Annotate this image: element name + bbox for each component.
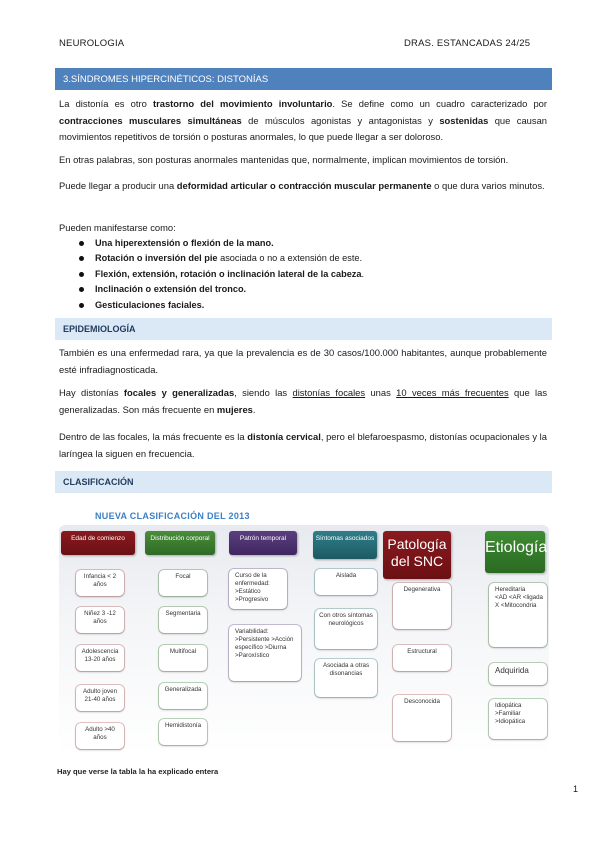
epidemiologia-paragraph-2: Hay distonías focales y generalizadas, siendo las distonías focales unas 10 veces más frecuentes que las generalizadas. Son más frecuente en mujeres. <box>59 387 548 415</box>
figure-panel <box>59 525 549 755</box>
distribucion-item: Hemidistonía <box>159 719 207 745</box>
header-subject: NEUROLOGIA <box>59 38 125 49</box>
patron-variabilidad: Variabilidad: >Persistente >Acción específico >Diurna >Paroxístico <box>229 625 301 681</box>
list-item: Gesticulaciones faciales. <box>82 298 364 313</box>
intro-paragraph-4: Pueden manifestarse como: <box>59 222 176 233</box>
figure-title: NUEVA CLASIFICACIÓN DEL 2013 <box>95 511 250 521</box>
etiologia-idiopatica <box>489 699 547 739</box>
patologia-item: Estructural <box>393 645 451 671</box>
edad-item: Adolescencia 13-20 años <box>76 645 124 671</box>
header-author: DRAS. ESTANCADAS 24/25 <box>404 38 531 49</box>
epidemiologia-heading: EPIDEMIOLOGÍA <box>55 318 552 340</box>
intro-paragraph-3: Puede llegar a producir una deformidad articular o contracción muscular permanente o que dura varios minutos. <box>59 180 545 191</box>
distribucion-item: Segmentaria <box>159 607 207 633</box>
intro-paragraph-1: La distonía es otro trastorno del movimiento involuntario. Se define como un cuadro caracterizado por contracciones musculares simultáneas de músculos agonistas y antagonistas y sostenidas que causan movimientos repetitivos de torsión o posturas anormales, lo que puede llegar a ser doloroso. <box>59 98 547 142</box>
section-title: 3.SÍNDROMES HIPERCINÉTICOS: DISTONÍAS <box>55 68 552 90</box>
header-distribucion: Distribución corporal <box>145 531 215 555</box>
distribucion-item: Focal <box>159 570 207 596</box>
sintomas-item: Asociada a otras disonancias <box>315 659 377 697</box>
etiologia-adquirida: Adquirida <box>489 663 547 685</box>
distribucion-item: Multifocal <box>159 645 207 671</box>
header-patologia: Patología del SNC <box>383 531 451 579</box>
edad-item: Niñez 3 -12 años <box>76 607 124 633</box>
patologia-item: Desconocida <box>393 695 451 741</box>
patologia-item: Degenerativa <box>393 583 451 629</box>
header-edad: Edad de comienzo <box>61 531 135 555</box>
sintomas-item: Con otros síntomas neurológicos <box>315 609 377 649</box>
sintomas-item: Aislada <box>315 569 377 595</box>
etiologia-hereditaria-label: Hereditaria <box>495 586 526 593</box>
patron-curso: Curso de la enfermedad: >Estático >Progresivo <box>229 569 287 609</box>
figure-caption: Hay que verse la tabla la ha explicado entera <box>57 767 219 776</box>
manifestation-list <box>82 236 364 313</box>
edad-item: Adulto >40 años <box>76 723 124 749</box>
edad-item: Infancia < 2 años <box>76 570 124 596</box>
etiologia-idiopatica-label: Idiopática <box>495 702 522 709</box>
etiologia-hereditaria <box>489 583 547 647</box>
classification-figure <box>59 505 549 760</box>
etiologia-idiopatica-list: >Familiar >Idiopática <box>495 710 526 725</box>
header-patron: Patrón temporal <box>229 531 297 555</box>
page-number: 1 <box>573 784 579 794</box>
header-sintomas: Síntomas asociados <box>313 531 377 559</box>
epidemiologia-paragraph-3: Dentro de las focales, la más frecuente es la distonía cervical, pero el blefaroespasmo, distonías ocupacionales y la laríngea la siguen en frecuencia. <box>59 431 547 459</box>
distribucion-item: Generalizada <box>159 683 207 709</box>
etiologia-hereditaria-list: <AD <AR <ligada X <Mitocondria <box>495 594 543 609</box>
list-item: Rotación o inversión del pie asociada o no a extensión de este. <box>82 251 364 266</box>
epidemiologia-paragraph-1: También es una enfermedad rara, ya que la prevalencia es de 30 casos/100.000 habitantes, aunque probablemente esté infradiagnosticada. <box>59 347 547 375</box>
list-item: Inclinación o extensión del tronco. <box>82 282 364 297</box>
header-etiologia: Etiología <box>485 531 545 573</box>
edad-item: Adulto joven 21-40 años <box>76 685 124 711</box>
clasificacion-heading: CLASIFICACIÓN <box>55 471 552 493</box>
intro-paragraph-2: En otras palabras, son posturas anormales mantenidas que, normalmente, implican movimientos de torsión. <box>59 154 509 165</box>
list-item: Flexión, extensión, rotación o inclinación lateral de la cabeza. <box>82 267 364 282</box>
list-item: Una hiperextensión o flexión de la mano. <box>82 236 364 251</box>
